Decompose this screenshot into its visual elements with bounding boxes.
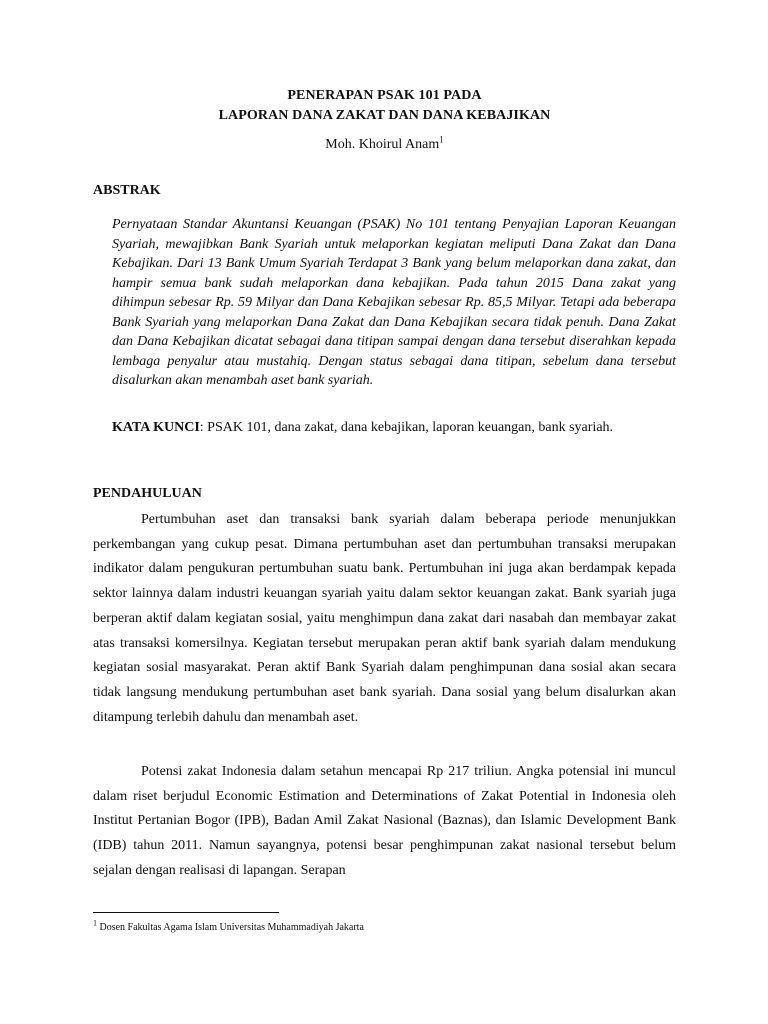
author-name: Moh. Khoirul Anam: [325, 137, 440, 152]
footnote-text: Dosen Fakultas Agama Islam Universitas Muhammadiyah Jakarta: [97, 922, 364, 933]
title-line-2: LAPORAN DANA ZAKAT DAN DANA KEBAJIKAN: [218, 108, 551, 123]
introduction-paragraph-1: Pertumbuhan aset dan transaksi bank syariah dalam beberapa periode menunjukkan perkembangan yang cukup pesat. Dimana pertumbuhan aset dan pertumbuhan transaksi merupakan indikator dalam pengukuran pertumbuhan suatu bank. Pertumbuhan ini juga akan berdampak kepada sektor lainnya dalam industri keuangan syariah yaitu dalam sektor keuangan zakat. Bank syariah juga berperan aktif dalam kegiatan sosial, yaitu menghimpun dana zakat dari nasabah dan membayar zakat atas transaksi komersilnya. Kegiatan tersebut merupakan peran aktif bank syariah dalam mendukung kegiatan sosial masyarakat. Peran aktif Bank Syariah dalam penghimpunan dana sosial akan secara tidak langsung mendukung pertumbuhan aset bank syariah. Dana sosial yang belum disalurkan akan ditampung terlebih dahulu dan menambah aset.: [93, 512, 676, 725]
keywords-label: KATA KUNCI: [112, 420, 200, 435]
footnote-mark: 1: [93, 918, 97, 928]
author-line: [93, 135, 676, 155]
introduction-paragraph-2: Potensi zakat Indonesia dalam setahun mencapai Rp 217 triliun. Angka potensial ini muncul dalam riset berjudul Economic Estimation and Determinations of Zakat Potential in Indonesia oleh Institut Pertanian Bogor (IPB), Badan Amil Zakat Nasional (Baznas), dan Islamic Development Bank (IDB) tahun 2011. Namun sayangnya, potensi besar penghimpunan zakat nasional tersebut belum sejalan dengan realisasi di lapangan. Serapan: [93, 764, 676, 878]
abstract-body: Pernyataan Standar Akuntansi Keuangan (PSAK) No 101 tentang Penyajian Laporan Keuangan Syariah, mewajibkan Bank Syariah untuk melaporkan kegiatan meliputi Dana Zakat dan Dana Kebajikan. Dari 13 Bank Umum Syariah Terdapat 3 Bank yang belum melaporkan dana zakat, dan hampir semua bank sudah melaporkan dana kebajikan. Pada tahun 2015 Dana zakat yang dihimpun sebesar Rp. 59 Milyar dan Dana Kebajikan sebesar Rp. 85,5 Milyar. Tetapi ada beberapa Bank Syariah yang melaporkan Dana Zakat dan Dana Kebajikan secara tidak penuh. Dana Zakat dan Dana Kebajikan dicatat sebagai dana titipan sampai dengan dana tersebut diserahkan kepada lembaga penyalur atau mustahiq. Dengan status sebagai dana titipan, sebelum dana tersebut disalurkan akan menambah aset bank syariah.: [112, 217, 676, 388]
title-line-1: PENERAPAN PSAK 101 PADA: [287, 88, 482, 103]
paper-title: [93, 86, 676, 126]
keywords-text: : PSAK 101, dana zakat, dana kebajikan, laporan keuangan, bank syariah.: [199, 420, 614, 435]
abstract-heading: ABSTRAK: [93, 183, 161, 198]
introduction-heading: PENDAHULUAN: [93, 486, 202, 501]
author-footnote-mark: 1: [439, 134, 444, 145]
footnote: [93, 918, 676, 935]
footnote-divider: [93, 912, 279, 913]
keywords-line: [112, 418, 676, 438]
paper-page: [93, 0, 676, 1024]
